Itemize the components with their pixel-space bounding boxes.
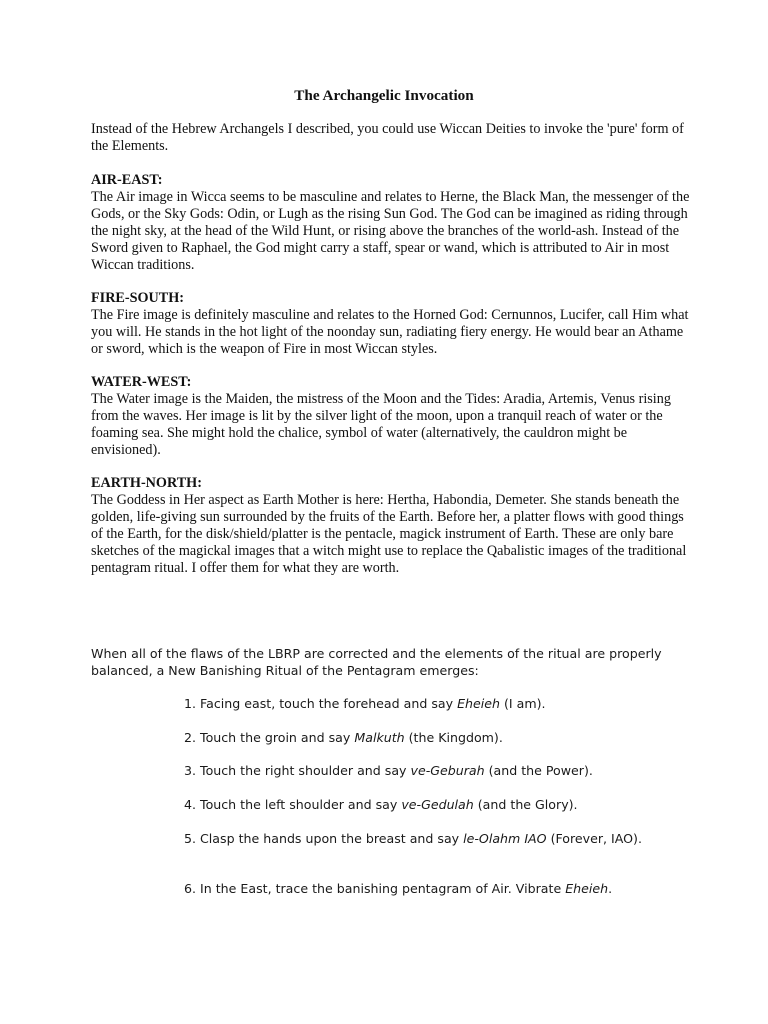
intro-paragraph: Instead of the Hebrew Archangels I described, you could use Wiccan Deities to invoke the 'pure' form of the Elements. <box>91 121 684 154</box>
section-heading: AIR-EAST: <box>91 172 163 188</box>
step-text-after: (and the Power). <box>484 763 593 778</box>
step-term: Malkuth <box>354 730 405 745</box>
section-water-west <box>91 374 691 459</box>
section-text: The Water image is the Maiden, the mistress of the Moon and the Tides: Aradia, Artemis, Venus rising from the waves. Her image is lit by the silver light of the moon, upon a tranquil reach of water or the foaming sea. She might hold the chalice, symbol of water (alternatively, the cauldron might be envisioned). <box>91 391 671 458</box>
section-heading: WATER-WEST: <box>91 374 192 390</box>
section-earth-north <box>91 475 691 577</box>
step-text-after: (the Kingdom). <box>404 730 503 745</box>
ritual-step <box>184 729 674 746</box>
step-text-after: (and the Glory). <box>473 797 578 812</box>
section-air-east <box>91 172 691 274</box>
ritual-step <box>184 830 654 847</box>
step-term: ve-Geburah <box>410 763 485 778</box>
step-text: 6. In the East, trace the banishing pentagram of Air. Vibrate <box>184 881 566 896</box>
step-text: 5. Clasp the hands upon the breast and say <box>184 831 464 846</box>
step-text: 1. Facing east, touch the forehead and say <box>184 696 458 711</box>
step-term: Eheieh <box>565 881 609 896</box>
ritual-step <box>184 762 674 779</box>
section-text: The Fire image is definitely masculine and relates to the Horned God: Cernunnos, Lucifer, call Him what you will. He stands in the hot light of the noonday sun, radiating fiery energy. He would bear an Athame or sword, which is the weapon of Fire in most Wiccan styles. <box>91 307 689 357</box>
ritual-step <box>184 695 674 712</box>
ritual-intro-paragraph: When all of the flaws of the LBRP are corrected and the elements of the ritual are properly balanced, a New Banishing Ritual of the Pentagram emerges: <box>91 646 662 678</box>
step-text-after: . <box>608 881 613 896</box>
section-text: The Goddess in Her aspect as Earth Mother is here: Hertha, Habondia, Demeter. She stands beneath the golden, life-giving sun surrounded by the fruits of the Earth. Before her, a platter flows with good things of the Earth, for the disk/shield/platter is the pentacle, magick instrument of Earth. These are only bare sketches of the magickal images that a witch might use to replace the Qabalistic images of the traditional pentagram ritual. I offer them for what they are worth. <box>91 492 687 576</box>
step-text: 2. Touch the groin and say <box>184 730 355 745</box>
page-title: The Archangelic Invocation <box>294 87 474 104</box>
section-heading: EARTH-NORTH: <box>91 475 202 491</box>
step-text: 3. Touch the right shoulder and say <box>184 763 411 778</box>
step-text-after: (I am). <box>500 696 546 711</box>
step-text-after: (Forever, IAO). <box>546 831 642 846</box>
section-fire-south <box>91 290 691 358</box>
ritual-step <box>184 796 674 813</box>
step-term: le-Olahm IAO <box>463 831 547 846</box>
step-term: ve-Gedulah <box>401 797 474 812</box>
section-heading: FIRE-SOUTH: <box>91 290 185 306</box>
section-text: The Air image in Wicca seems to be masculine and relates to Herne, the Black Man, the messenger of the Gods, or the Sky Gods: Odin, or Lugh as the rising Sun God. The God can be imagined as riding through the night sky, at the head of the Wild Hunt, or rising above the branches of the world-ash. Instead of the Sword given to Raphael, the God might carry a staff, spear or wand, which is attributed to Air in most Wiccan traditions. <box>91 189 690 273</box>
ritual-step <box>184 880 674 897</box>
step-term: Eheieh <box>457 696 500 711</box>
step-text: 4. Touch the left shoulder and say <box>184 797 402 812</box>
